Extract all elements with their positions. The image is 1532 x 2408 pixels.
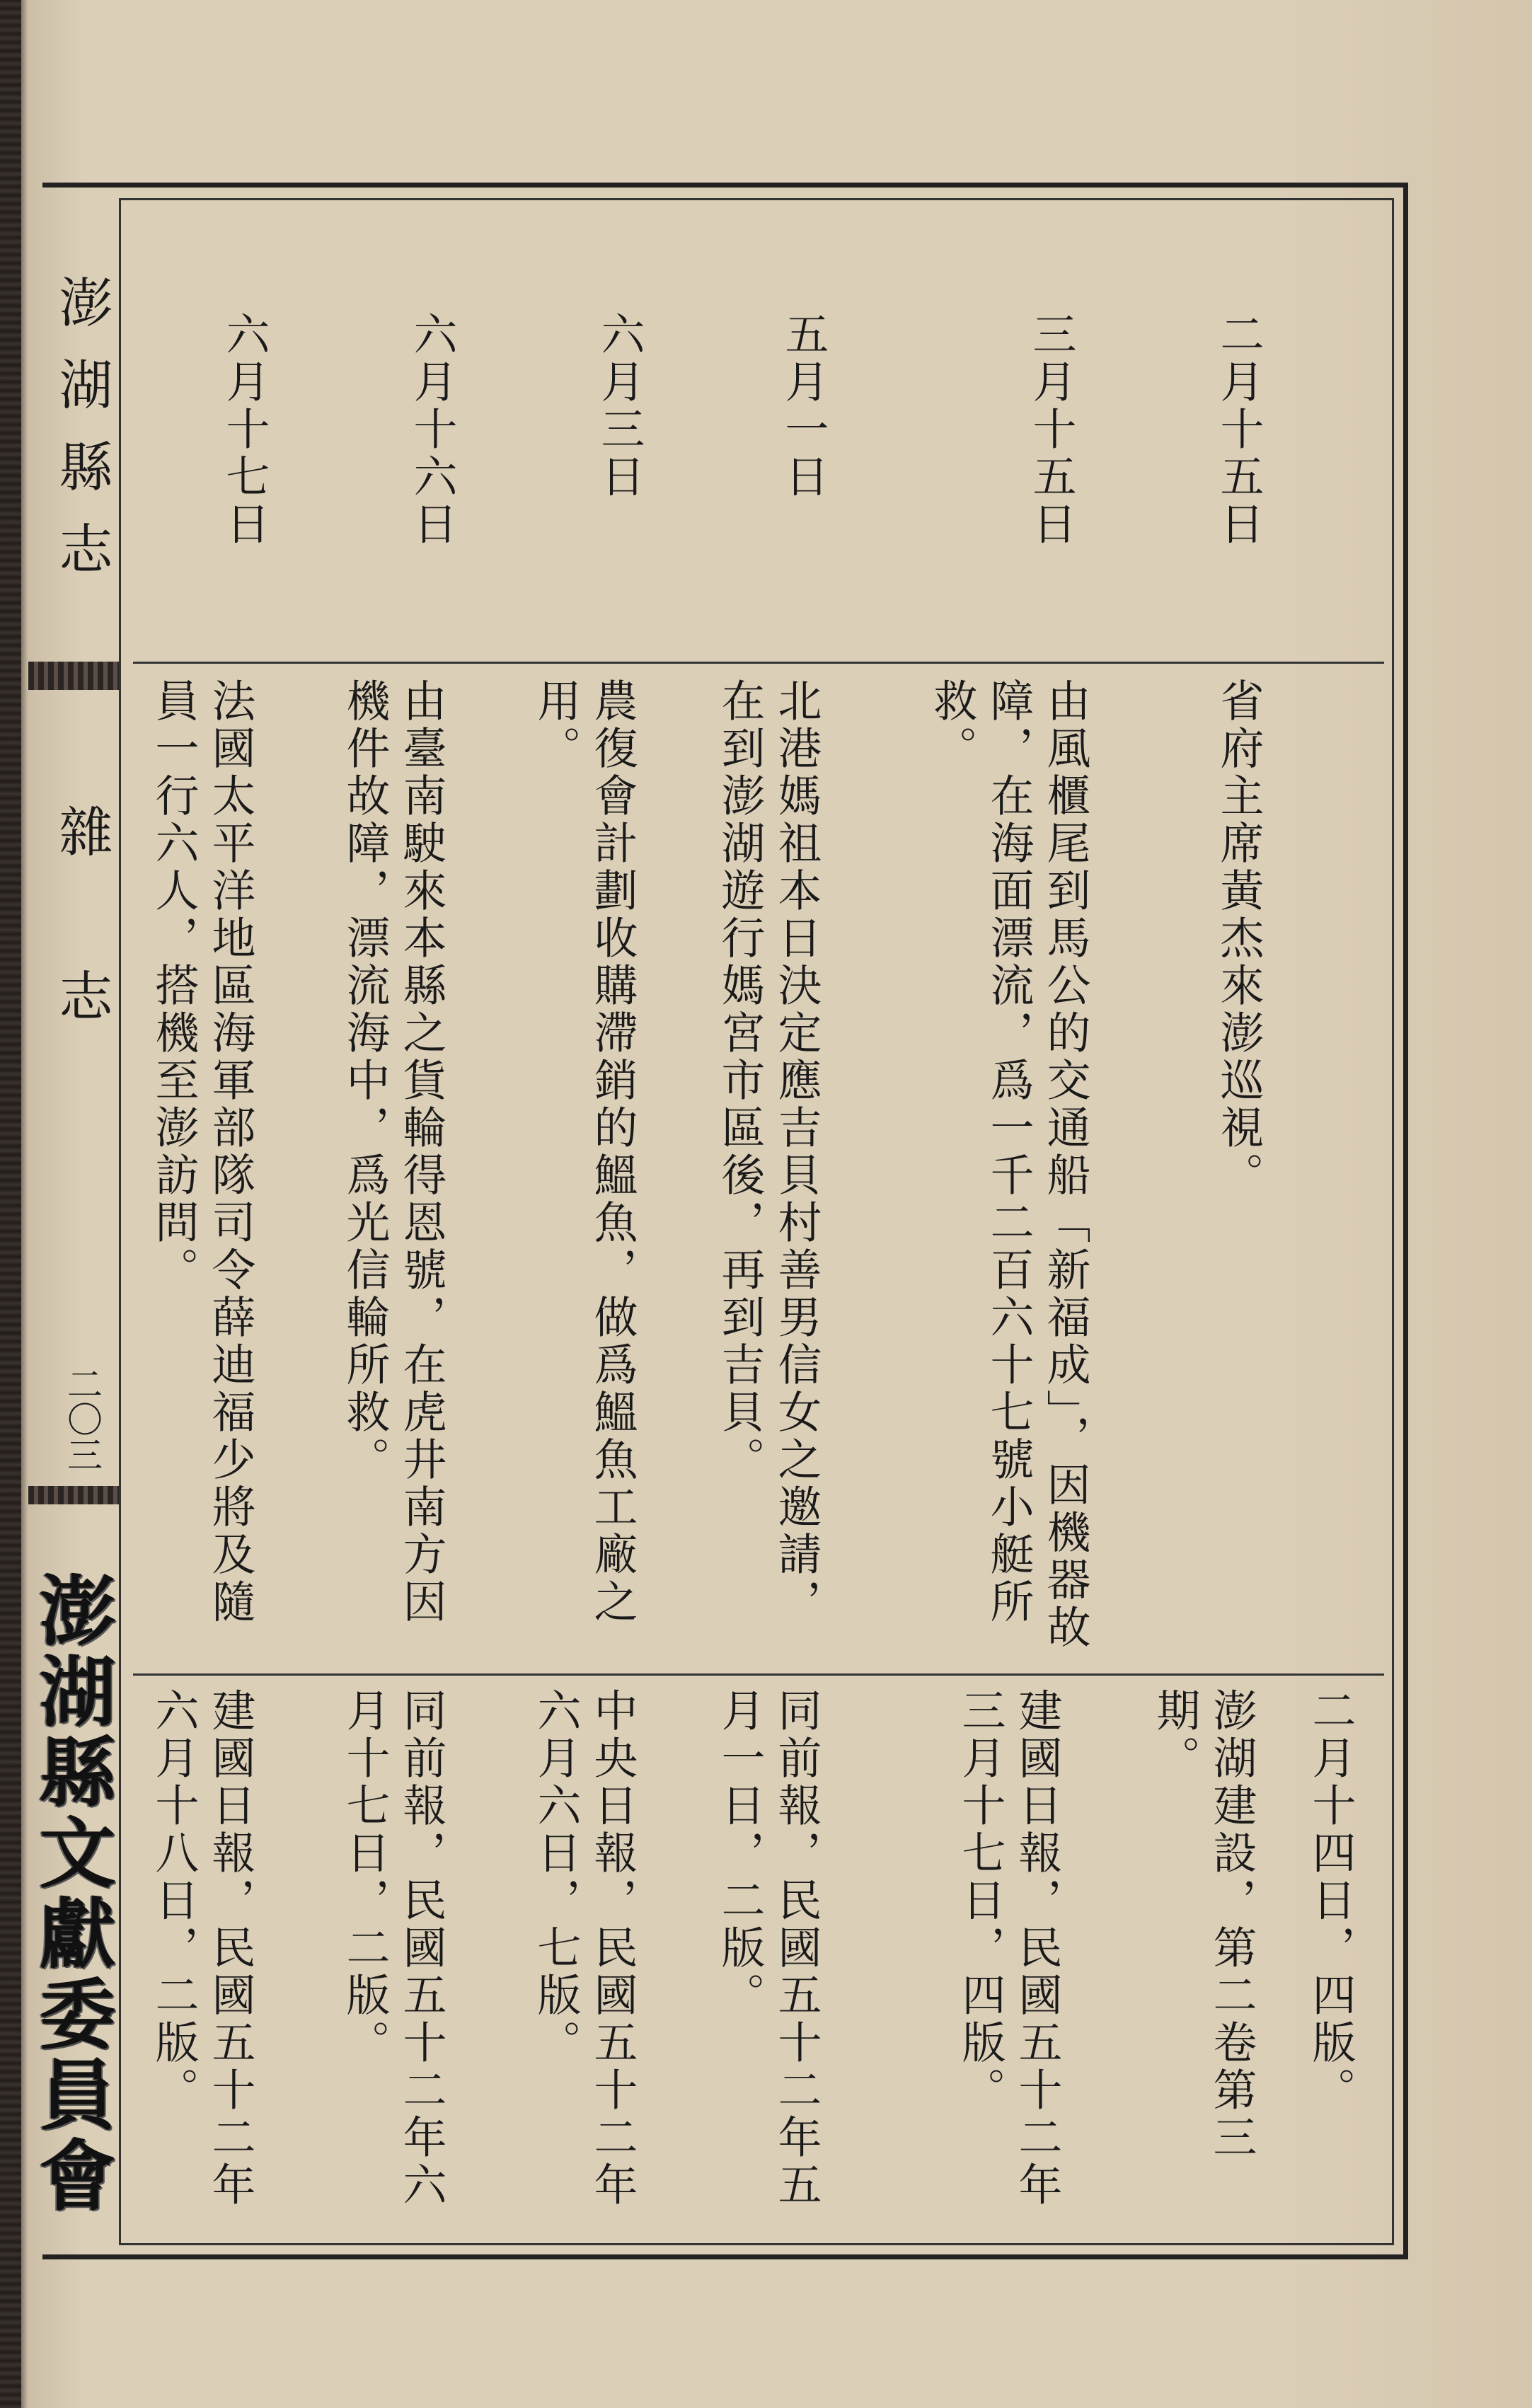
- book-spine: [0, 0, 21, 2408]
- entry-source: 同前報，民國五十二年五月一日，二版。: [714, 1688, 822, 2209]
- entry-date: 五月一日: [778, 311, 829, 501]
- entry-source: 建國日報，民國五十二年三月十七日，四版。: [955, 1688, 1063, 2209]
- page-number: 二〇三: [62, 1366, 103, 1472]
- publisher-stamp: 澎湖縣文獻委員會: [26, 1571, 115, 2216]
- entry-event: 由風櫃尾到馬公的交通船「新福成」，因機器故障，在海面漂流，爲一千二百六十七號小艇所救。: [926, 678, 1091, 1652]
- entry-date: 二月十五日: [1213, 311, 1265, 548]
- entry-event: 由臺南駛來本縣之貨輪得恩號，在虎井南方因機件故障，漂流海中，爲光信輪所救。: [339, 678, 447, 1626]
- divider-date-event: [133, 662, 1384, 664]
- entry-source: 同前報，民國五十二年六月十七日，二版。: [339, 1688, 447, 2209]
- divider-event-source: [133, 1673, 1384, 1676]
- entry-source: 中央日報，民國五十二年六月六日，七版。: [530, 1688, 638, 2209]
- margin-ornament-top: [28, 662, 119, 690]
- entry-source: 澎湖建設，第二卷第三期。: [1149, 1688, 1257, 2162]
- entry-source: 建國日報，民國五十二年六月十八日，二版。: [148, 1688, 256, 2209]
- entry-date: 六月十七日: [219, 311, 270, 548]
- entry-event: 農復會計劃收購滯銷的鰮魚，做爲鰮魚工廠之用。: [530, 678, 638, 1626]
- entry-event: 省府主席黃杰來澎巡視。: [1213, 678, 1265, 1199]
- section-title: 雜 志: [50, 804, 113, 1050]
- entry-date: 三月十五日: [1025, 311, 1077, 548]
- entry-date: 六月十六日: [406, 311, 458, 548]
- entry-event: 北港媽祖本日決定應吉貝村善男信女之邀請，在到澎湖遊行媽宮市區後，再到吉貝。: [714, 678, 822, 1626]
- book-title: 澎湖縣志: [50, 275, 113, 603]
- entry-date: 六月三日: [594, 311, 645, 501]
- entry-event: 法國太平洋地區海軍部隊司令薛迪福少將及隨員一行六人，搭機至澎訪問。: [148, 678, 256, 1626]
- margin-ornament-bottom: [28, 1486, 119, 1504]
- entry-source: 二月十四日，四版。: [1305, 1688, 1357, 2114]
